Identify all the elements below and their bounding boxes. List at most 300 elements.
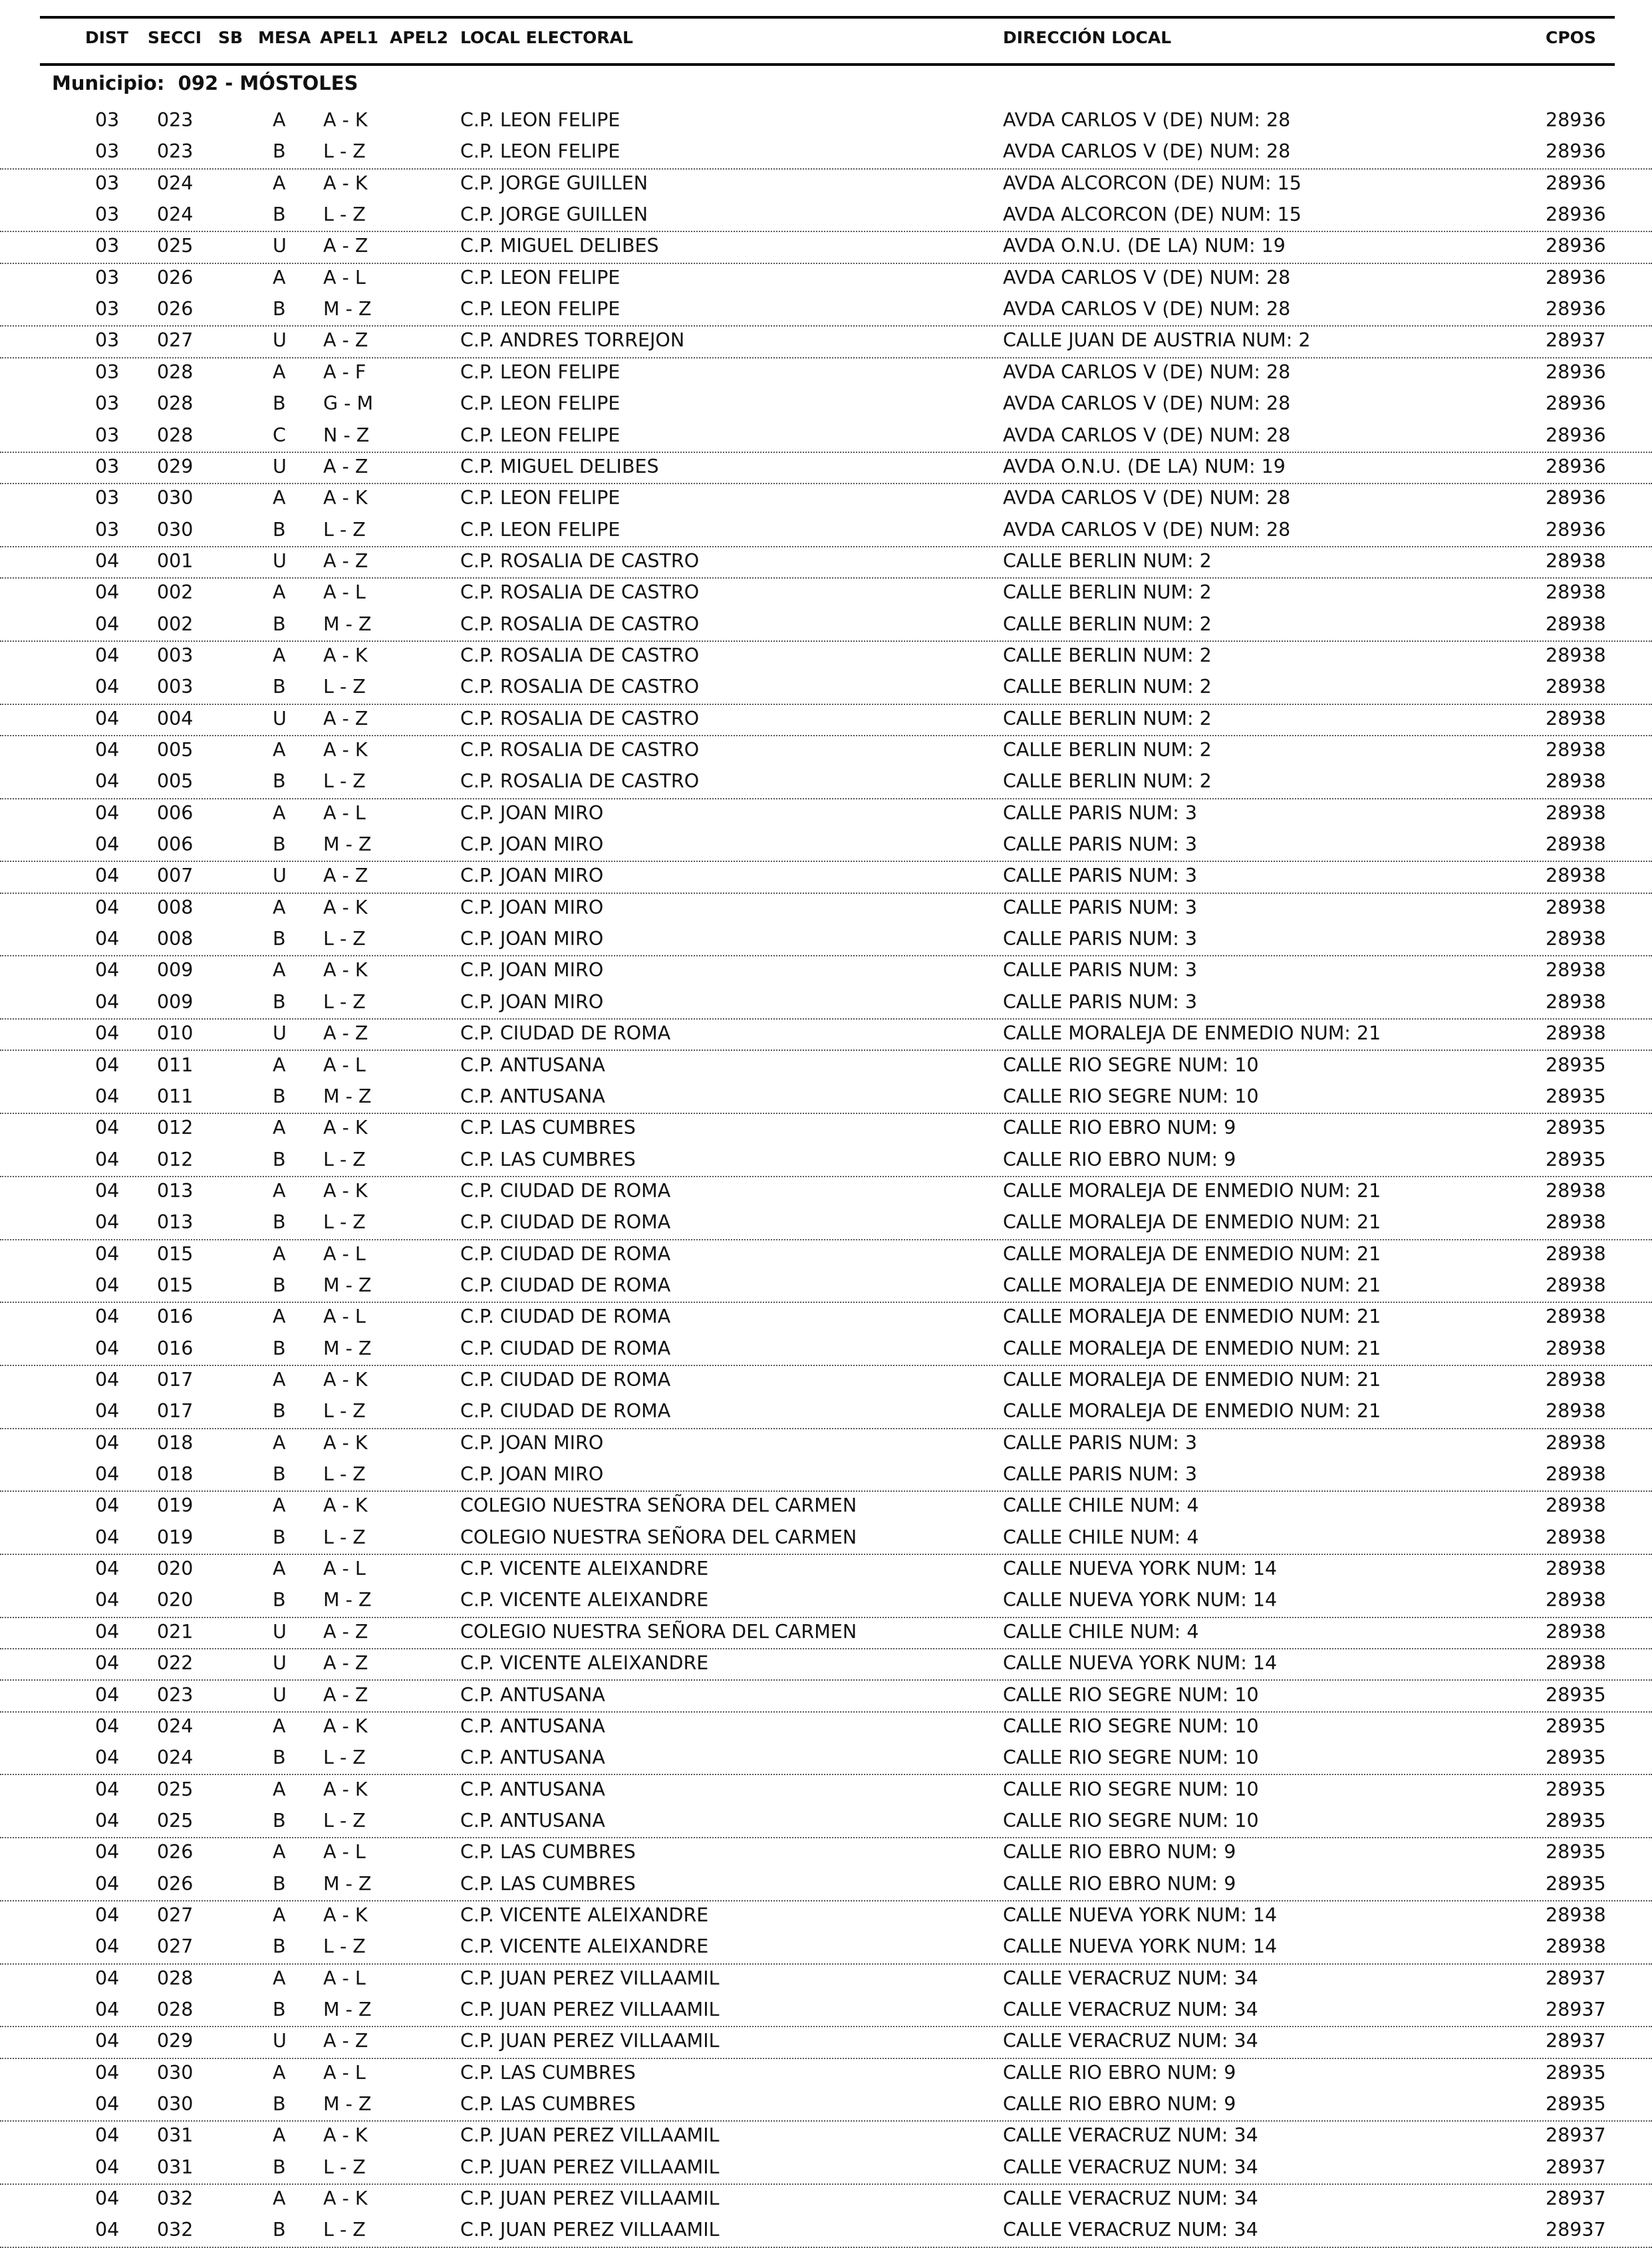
- cell-local-electoral: C.P. ANTUSANA: [460, 1809, 605, 1832]
- cell-dist: 04: [95, 1935, 120, 1958]
- table-row: [0, 2183, 1652, 2215]
- cell-secci: 003: [157, 676, 194, 698]
- cell-dist: 04: [95, 1809, 120, 1832]
- cell-local-electoral: C.P. JOAN MIRO: [460, 959, 604, 982]
- cell-apel1: L - Z: [323, 928, 366, 950]
- cell-local-electoral: COLEGIO NUESTRA SEÑORA DEL CARMEN: [460, 1526, 857, 1548]
- cell-dist: 04: [95, 1022, 120, 1045]
- cell-local-electoral: C.P. LEON FELIPE: [460, 140, 620, 163]
- cell-cpos: 28938: [1546, 801, 1606, 824]
- table-row: [0, 1774, 1652, 1806]
- cell-mesa: A: [273, 1903, 286, 1926]
- cell-mesa: A: [273, 1179, 286, 1202]
- cell-apel1: L - Z: [323, 1526, 366, 1548]
- table-row: [0, 955, 1652, 986]
- cell-local-electoral: C.P. LEON FELIPE: [460, 109, 620, 131]
- cell-mesa: A: [273, 1369, 286, 1391]
- cell-dist: 04: [95, 833, 120, 856]
- cell-mesa: A: [273, 2187, 286, 2210]
- cell-mesa: U: [273, 455, 287, 478]
- cell-dist: 04: [95, 1558, 120, 1580]
- cell-dist: 04: [95, 1652, 120, 1675]
- cell-mesa: B: [273, 1274, 286, 1296]
- table-row: [0, 1617, 1652, 1649]
- table-row: [0, 1900, 1652, 1931]
- cell-cpos: 28938: [1546, 1022, 1606, 1045]
- cell-apel1: M - Z: [323, 1337, 372, 1359]
- cell-direccion-local: AVDA CARLOS V (DE) NUM: 28: [1003, 392, 1291, 415]
- cell-direccion-local: CALLE BERLIN NUM: 2: [1003, 581, 1212, 604]
- cell-mesa: A: [273, 1306, 286, 1328]
- cell-secci: 025: [157, 1809, 194, 1832]
- cell-mesa: B: [273, 1400, 286, 1423]
- cell-dist: 04: [95, 1463, 120, 1486]
- table-row: [0, 1239, 1652, 1270]
- cell-dist: 04: [95, 1841, 120, 1864]
- cell-mesa: A: [273, 959, 286, 982]
- cell-direccion-local: CALLE MORALEJA DE ENMEDIO NUM: 21: [1003, 1022, 1381, 1045]
- table-row: [0, 609, 1652, 642]
- cell-apel1: L - Z: [323, 140, 366, 163]
- cell-mesa: B: [273, 1211, 286, 1234]
- header-cpos: CPOS: [1546, 28, 1596, 47]
- cell-local-electoral: C.P. LEON FELIPE: [460, 392, 620, 415]
- table-row: [0, 388, 1652, 420]
- cell-apel1: A - L: [323, 581, 366, 604]
- cell-cpos: 28938: [1546, 1620, 1606, 1643]
- table-row: [0, 546, 1652, 579]
- table-row: [0, 1585, 1652, 1617]
- cell-cpos: 28938: [1546, 1337, 1606, 1359]
- cell-mesa: A: [273, 801, 286, 824]
- cell-direccion-local: CALLE RIO SEGRE NUM: 10: [1003, 1683, 1259, 1706]
- cell-direccion-local: CALLE CHILE NUM: 4: [1003, 1494, 1199, 1517]
- cell-direccion-local: CALLE VERACRUZ NUM: 34: [1003, 2219, 1258, 2241]
- cell-mesa: B: [273, 140, 286, 163]
- cell-dist: 04: [95, 1715, 120, 1737]
- cell-dist: 03: [95, 329, 120, 352]
- cell-cpos: 28936: [1546, 298, 1606, 321]
- cell-secci: 020: [157, 1589, 194, 1612]
- cell-direccion-local: CALLE RIO SEGRE NUM: 10: [1003, 1778, 1259, 1800]
- cell-local-electoral: C.P. LAS CUMBRES: [460, 2061, 636, 2084]
- cell-mesa: B: [273, 613, 286, 635]
- cell-direccion-local: CALLE PARIS NUM: 3: [1003, 1463, 1197, 1486]
- table-row: [0, 1428, 1652, 1459]
- cell-direccion-local: AVDA O.N.U. (DE LA) NUM: 19: [1003, 235, 1286, 257]
- cell-dist: 03: [95, 109, 120, 131]
- cell-apel1: A - L: [323, 801, 366, 824]
- table-row: [0, 1145, 1652, 1177]
- cell-cpos: 28938: [1546, 990, 1606, 1013]
- table-row: [0, 1302, 1652, 1333]
- cell-apel1: A - K: [323, 172, 368, 194]
- cell-apel1: A - Z: [323, 865, 368, 887]
- cell-direccion-local: CALLE MORALEJA DE ENMEDIO NUM: 21: [1003, 1369, 1381, 1391]
- cell-apel1: L - Z: [323, 1400, 366, 1423]
- cell-direccion-local: CALLE MORALEJA DE ENMEDIO NUM: 21: [1003, 1242, 1381, 1265]
- cell-dist: 04: [95, 707, 120, 730]
- cell-local-electoral: C.P. ROSALIA DE CASTRO: [460, 581, 700, 604]
- cell-dist: 04: [95, 1589, 120, 1612]
- cell-apel1: A - K: [323, 1117, 368, 1139]
- cell-cpos: 28938: [1546, 1179, 1606, 1202]
- cell-secci: 028: [157, 1999, 194, 2021]
- table-row: [0, 1806, 1652, 1838]
- table-row: [0, 1680, 1652, 1713]
- cell-direccion-local: CALLE PARIS NUM: 3: [1003, 928, 1197, 950]
- cell-apel1: L - Z: [323, 2219, 366, 2241]
- cell-dist: 04: [95, 2093, 120, 2116]
- table-row: [0, 924, 1652, 956]
- top-rule: [40, 16, 1615, 19]
- cell-cpos: 28937: [1546, 2124, 1606, 2147]
- cell-mesa: A: [273, 1242, 286, 1265]
- cell-secci: 019: [157, 1526, 194, 1548]
- cell-cpos: 28938: [1546, 581, 1606, 604]
- cell-apel1: A - K: [323, 1715, 368, 1737]
- cell-secci: 027: [157, 329, 194, 352]
- table-row: [0, 263, 1652, 294]
- cell-mesa: B: [273, 1589, 286, 1612]
- cell-mesa: B: [273, 2093, 286, 2116]
- cell-dist: 04: [95, 1274, 120, 1296]
- cell-dist: 04: [95, 1747, 120, 1769]
- cell-apel1: A - Z: [323, 455, 368, 478]
- cell-dist: 04: [95, 1620, 120, 1643]
- cell-cpos: 28937: [1546, 1967, 1606, 1989]
- cell-local-electoral: C.P. JUAN PEREZ VILLAAMIL: [460, 2124, 720, 2147]
- cell-secci: 018: [157, 1463, 194, 1486]
- cell-cpos: 28938: [1546, 644, 1606, 666]
- cell-secci: 003: [157, 644, 194, 666]
- cell-direccion-local: CALLE VERACRUZ NUM: 34: [1003, 2187, 1258, 2210]
- cell-cpos: 28937: [1546, 2219, 1606, 2241]
- cell-secci: 011: [157, 1085, 194, 1107]
- cell-apel1: A - K: [323, 2124, 368, 2147]
- cell-secci: 013: [157, 1211, 194, 1234]
- cell-cpos: 28937: [1546, 2030, 1606, 2052]
- cell-local-electoral: C.P. ANTUSANA: [460, 1054, 605, 1076]
- table-row: [0, 1995, 1652, 2027]
- cell-direccion-local: CALLE CHILE NUM: 4: [1003, 1526, 1199, 1548]
- table-row: [0, 1018, 1652, 1051]
- cell-direccion-local: AVDA ALCORCON (DE) NUM: 15: [1003, 172, 1302, 194]
- cell-direccion-local: CALLE CHILE NUM: 4: [1003, 1620, 1199, 1643]
- table-row: [0, 1081, 1652, 1114]
- table-row: [0, 2120, 1652, 2152]
- cell-direccion-local: CALLE PARIS NUM: 3: [1003, 896, 1197, 918]
- cell-local-electoral: C.P. JUAN PEREZ VILLAAMIL: [460, 2187, 720, 2210]
- cell-direccion-local: CALLE BERLIN NUM: 2: [1003, 676, 1212, 698]
- cell-cpos: 28935: [1546, 1683, 1606, 1706]
- cell-cpos: 28938: [1546, 928, 1606, 950]
- cell-secci: 032: [157, 2219, 194, 2241]
- table-row: [0, 1459, 1652, 1492]
- cell-secci: 008: [157, 896, 194, 918]
- cell-apel1: L - Z: [323, 518, 366, 541]
- cell-apel1: L - Z: [323, 2156, 366, 2178]
- cell-dist: 04: [95, 1903, 120, 1926]
- cell-direccion-local: CALLE NUEVA YORK NUM: 14: [1003, 1589, 1278, 1612]
- cell-apel1: A - K: [323, 1179, 368, 1202]
- cell-secci: 002: [157, 581, 194, 604]
- cell-secci: 028: [157, 1967, 194, 1989]
- cell-direccion-local: CALLE BERLIN NUM: 2: [1003, 644, 1212, 666]
- cell-secci: 015: [157, 1274, 194, 1296]
- cell-apel1: A - F: [323, 360, 366, 383]
- table-row: [0, 1113, 1652, 1144]
- cell-local-electoral: C.P. LEON FELIPE: [460, 298, 620, 321]
- cell-mesa: A: [273, 1054, 286, 1076]
- cell-cpos: 28936: [1546, 487, 1606, 509]
- table-row: [0, 577, 1652, 609]
- table-row: [0, 1365, 1652, 1396]
- cell-secci: 012: [157, 1117, 194, 1139]
- cell-mesa: B: [273, 990, 286, 1013]
- cell-apel1: M - Z: [323, 1999, 372, 2021]
- cell-cpos: 28938: [1546, 1589, 1606, 1612]
- table-row: [0, 704, 1652, 736]
- table-row: [0, 1743, 1652, 1775]
- cell-secci: 025: [157, 235, 194, 257]
- cell-dist: 03: [95, 392, 120, 415]
- cell-direccion-local: CALLE RIO EBRO NUM: 9: [1003, 1841, 1236, 1864]
- cell-apel1: A - Z: [323, 2030, 368, 2052]
- cell-local-electoral: C.P. CIUDAD DE ROMA: [460, 1369, 671, 1391]
- cell-local-electoral: C.P. MIGUEL DELIBES: [460, 235, 659, 257]
- cell-secci: 028: [157, 392, 194, 415]
- cell-local-electoral: C.P. LAS CUMBRES: [460, 1872, 636, 1895]
- cell-cpos: 28936: [1546, 172, 1606, 194]
- cell-dist: 04: [95, 2030, 120, 2052]
- header-direccion-local: DIRECCIÓN LOCAL: [1003, 28, 1172, 47]
- table-header: [0, 23, 1652, 56]
- cell-dist: 04: [95, 990, 120, 1013]
- cell-apel1: A - K: [323, 896, 368, 918]
- cell-apel1: A - K: [323, 1494, 368, 1517]
- table-row: [0, 1490, 1652, 1522]
- cell-secci: 016: [157, 1306, 194, 1328]
- table-row: [0, 105, 1652, 136]
- cell-local-electoral: C.P. LAS CUMBRES: [460, 1148, 636, 1171]
- cell-direccion-local: CALLE PARIS NUM: 3: [1003, 833, 1197, 856]
- cell-cpos: 28938: [1546, 1400, 1606, 1423]
- cell-mesa: B: [273, 518, 286, 541]
- cell-direccion-local: CALLE VERACRUZ NUM: 34: [1003, 1999, 1258, 2021]
- cell-local-electoral: C.P. JUAN PEREZ VILLAAMIL: [460, 2219, 720, 2241]
- cell-dist: 03: [95, 172, 120, 194]
- cell-secci: 024: [157, 172, 194, 194]
- cell-direccion-local: AVDA CARLOS V (DE) NUM: 28: [1003, 298, 1291, 321]
- cell-secci: 017: [157, 1400, 194, 1423]
- cell-local-electoral: COLEGIO NUESTRA SEÑORA DEL CARMEN: [460, 1620, 857, 1643]
- cell-dist: 04: [95, 896, 120, 918]
- cell-dist: 04: [95, 865, 120, 887]
- cell-apel1: A - Z: [323, 1022, 368, 1045]
- cell-cpos: 28935: [1546, 1841, 1606, 1864]
- table-row: [0, 1648, 1652, 1681]
- cell-cpos: 28938: [1546, 1652, 1606, 1675]
- cell-mesa: A: [273, 581, 286, 604]
- cell-cpos: 28937: [1546, 2187, 1606, 2210]
- cell-direccion-local: CALLE MORALEJA DE ENMEDIO NUM: 21: [1003, 1179, 1381, 1202]
- cell-direccion-local: CALLE VERACRUZ NUM: 34: [1003, 2124, 1258, 2147]
- cell-secci: 020: [157, 1558, 194, 1580]
- cell-apel1: M - Z: [323, 2093, 372, 2116]
- cell-cpos: 28935: [1546, 1809, 1606, 1832]
- header-apel1: APEL1: [320, 28, 379, 47]
- cell-secci: 024: [157, 1747, 194, 1769]
- cell-dist: 04: [95, 1369, 120, 1391]
- table-row: [0, 766, 1652, 799]
- table-row: [0, 2215, 1652, 2247]
- table-row: [0, 861, 1652, 893]
- cell-direccion-local: CALLE BERLIN NUM: 2: [1003, 739, 1212, 761]
- cell-apel1: A - Z: [323, 1620, 368, 1643]
- cell-secci: 026: [157, 1841, 194, 1864]
- cell-dist: 04: [95, 1211, 120, 1234]
- table-row: [0, 483, 1652, 514]
- cell-secci: 007: [157, 865, 194, 887]
- header-apel2: APEL2: [390, 28, 449, 47]
- table-row: [0, 798, 1652, 829]
- cell-direccion-local: CALLE NUEVA YORK NUM: 14: [1003, 1935, 1278, 1958]
- header-mesa: MESA: [258, 28, 311, 47]
- cell-dist: 04: [95, 1085, 120, 1107]
- cell-dist: 04: [95, 1179, 120, 1202]
- cell-local-electoral: C.P. ANTUSANA: [460, 1715, 605, 1737]
- cell-secci: 004: [157, 707, 194, 730]
- table-row: [0, 515, 1652, 547]
- cell-local-electoral: C.P. ROSALIA DE CASTRO: [460, 739, 700, 761]
- cell-secci: 029: [157, 455, 194, 478]
- cell-cpos: 28938: [1546, 1274, 1606, 1296]
- cell-secci: 016: [157, 1337, 194, 1359]
- cell-local-electoral: C.P. VICENTE ALEIXANDRE: [460, 1935, 709, 1958]
- cell-secci: 019: [157, 1494, 194, 1517]
- cell-secci: 008: [157, 928, 194, 950]
- cell-mesa: A: [273, 109, 286, 131]
- cell-mesa: U: [273, 329, 287, 352]
- cell-local-electoral: C.P. VICENTE ALEIXANDRE: [460, 1903, 709, 1926]
- municipio-value: 092 - MÓSTOLES: [178, 72, 358, 94]
- cell-cpos: 28937: [1546, 2156, 1606, 2178]
- cell-apel1: A - L: [323, 1841, 366, 1864]
- cell-mesa: B: [273, 1148, 286, 1171]
- cell-direccion-local: CALLE RIO SEGRE NUM: 10: [1003, 1747, 1259, 1769]
- cell-cpos: 28936: [1546, 424, 1606, 446]
- cell-mesa: A: [273, 360, 286, 383]
- cell-direccion-local: CALLE RIO EBRO NUM: 9: [1003, 2061, 1236, 2084]
- cell-local-electoral: C.P. JOAN MIRO: [460, 801, 604, 824]
- municipio-heading: [52, 72, 358, 94]
- cell-local-electoral: C.P. CIUDAD DE ROMA: [460, 1306, 671, 1328]
- cell-direccion-local: AVDA O.N.U. (DE LA) NUM: 19: [1003, 455, 1286, 478]
- cell-secci: 028: [157, 424, 194, 446]
- cell-apel1: A - L: [323, 266, 366, 289]
- cell-cpos: 28938: [1546, 1431, 1606, 1454]
- cell-secci: 005: [157, 770, 194, 793]
- header-dist: DIST: [85, 28, 129, 47]
- cell-mesa: B: [273, 204, 286, 226]
- cell-cpos: 28937: [1546, 1999, 1606, 2021]
- cell-apel1: M - Z: [323, 833, 372, 856]
- cell-direccion-local: CALLE RIO EBRO NUM: 9: [1003, 1148, 1236, 1171]
- cell-secci: 032: [157, 2187, 194, 2210]
- cell-apel1: A - L: [323, 1054, 366, 1076]
- cell-direccion-local: CALLE JUAN DE AUSTRIA NUM: 2: [1003, 329, 1311, 352]
- cell-local-electoral: C.P. VICENTE ALEIXANDRE: [460, 1589, 709, 1612]
- table-row: [0, 2058, 1652, 2089]
- cell-local-electoral: C.P. CIUDAD DE ROMA: [460, 1242, 671, 1265]
- cell-local-electoral: C.P. LEON FELIPE: [460, 424, 620, 446]
- cell-mesa: U: [273, 235, 287, 257]
- cell-local-electoral: C.P. ROSALIA DE CASTRO: [460, 549, 700, 572]
- table-row: [0, 168, 1652, 200]
- cell-direccion-local: CALLE RIO SEGRE NUM: 10: [1003, 1809, 1259, 1832]
- cell-mesa: B: [273, 1526, 286, 1548]
- cell-cpos: 28936: [1546, 140, 1606, 163]
- cell-mesa: B: [273, 1999, 286, 2021]
- cell-mesa: A: [273, 2061, 286, 2084]
- cell-secci: 021: [157, 1620, 194, 1643]
- cell-secci: 010: [157, 1022, 194, 1045]
- cell-mesa: U: [273, 1652, 287, 1675]
- cell-local-electoral: COLEGIO NUESTRA SEÑORA DEL CARMEN: [460, 1494, 857, 1517]
- cell-cpos: 28935: [1546, 2093, 1606, 2116]
- cell-apel1: N - Z: [323, 424, 370, 446]
- cell-cpos: 28938: [1546, 833, 1606, 856]
- cell-dist: 04: [95, 1242, 120, 1265]
- cell-mesa: A: [273, 266, 286, 289]
- cell-local-electoral: C.P. ANTUSANA: [460, 1683, 605, 1706]
- cell-dist: 03: [95, 140, 120, 163]
- table-row: [0, 1396, 1652, 1429]
- cell-cpos: 28938: [1546, 1242, 1606, 1265]
- cell-local-electoral: C.P. JOAN MIRO: [460, 990, 604, 1013]
- cell-dist: 04: [95, 2124, 120, 2147]
- cell-dist: 04: [95, 739, 120, 761]
- cell-dist: 04: [95, 2061, 120, 2084]
- cell-local-electoral: C.P. CIUDAD DE ROMA: [460, 1022, 671, 1045]
- cell-secci: 005: [157, 739, 194, 761]
- cell-secci: 012: [157, 1148, 194, 1171]
- cell-dist: 04: [95, 928, 120, 950]
- cell-secci: 030: [157, 487, 194, 509]
- cell-mesa: B: [273, 1747, 286, 1769]
- cell-dist: 04: [95, 613, 120, 635]
- cell-local-electoral: C.P. VICENTE ALEIXANDRE: [460, 1558, 709, 1580]
- cell-apel1: A - L: [323, 1558, 366, 1580]
- cell-dist: 04: [95, 1778, 120, 1800]
- cell-direccion-local: CALLE RIO EBRO NUM: 9: [1003, 1872, 1236, 1895]
- cell-mesa: A: [273, 1841, 286, 1864]
- cell-direccion-local: AVDA CARLOS V (DE) NUM: 28: [1003, 360, 1291, 383]
- cell-secci: 031: [157, 2124, 194, 2147]
- cell-apel1: A - K: [323, 739, 368, 761]
- cell-direccion-local: CALLE VERACRUZ NUM: 34: [1003, 1967, 1258, 1989]
- cell-local-electoral: C.P. CIUDAD DE ROMA: [460, 1179, 671, 1202]
- cell-cpos: 28938: [1546, 676, 1606, 698]
- table-row: [0, 325, 1652, 358]
- cell-mesa: A: [273, 1431, 286, 1454]
- cell-secci: 006: [157, 833, 194, 856]
- cell-mesa: U: [273, 707, 287, 730]
- cell-direccion-local: CALLE NUEVA YORK NUM: 14: [1003, 1558, 1278, 1580]
- cell-local-electoral: C.P. ANTUSANA: [460, 1778, 605, 1800]
- cell-apel1: M - Z: [323, 1274, 372, 1296]
